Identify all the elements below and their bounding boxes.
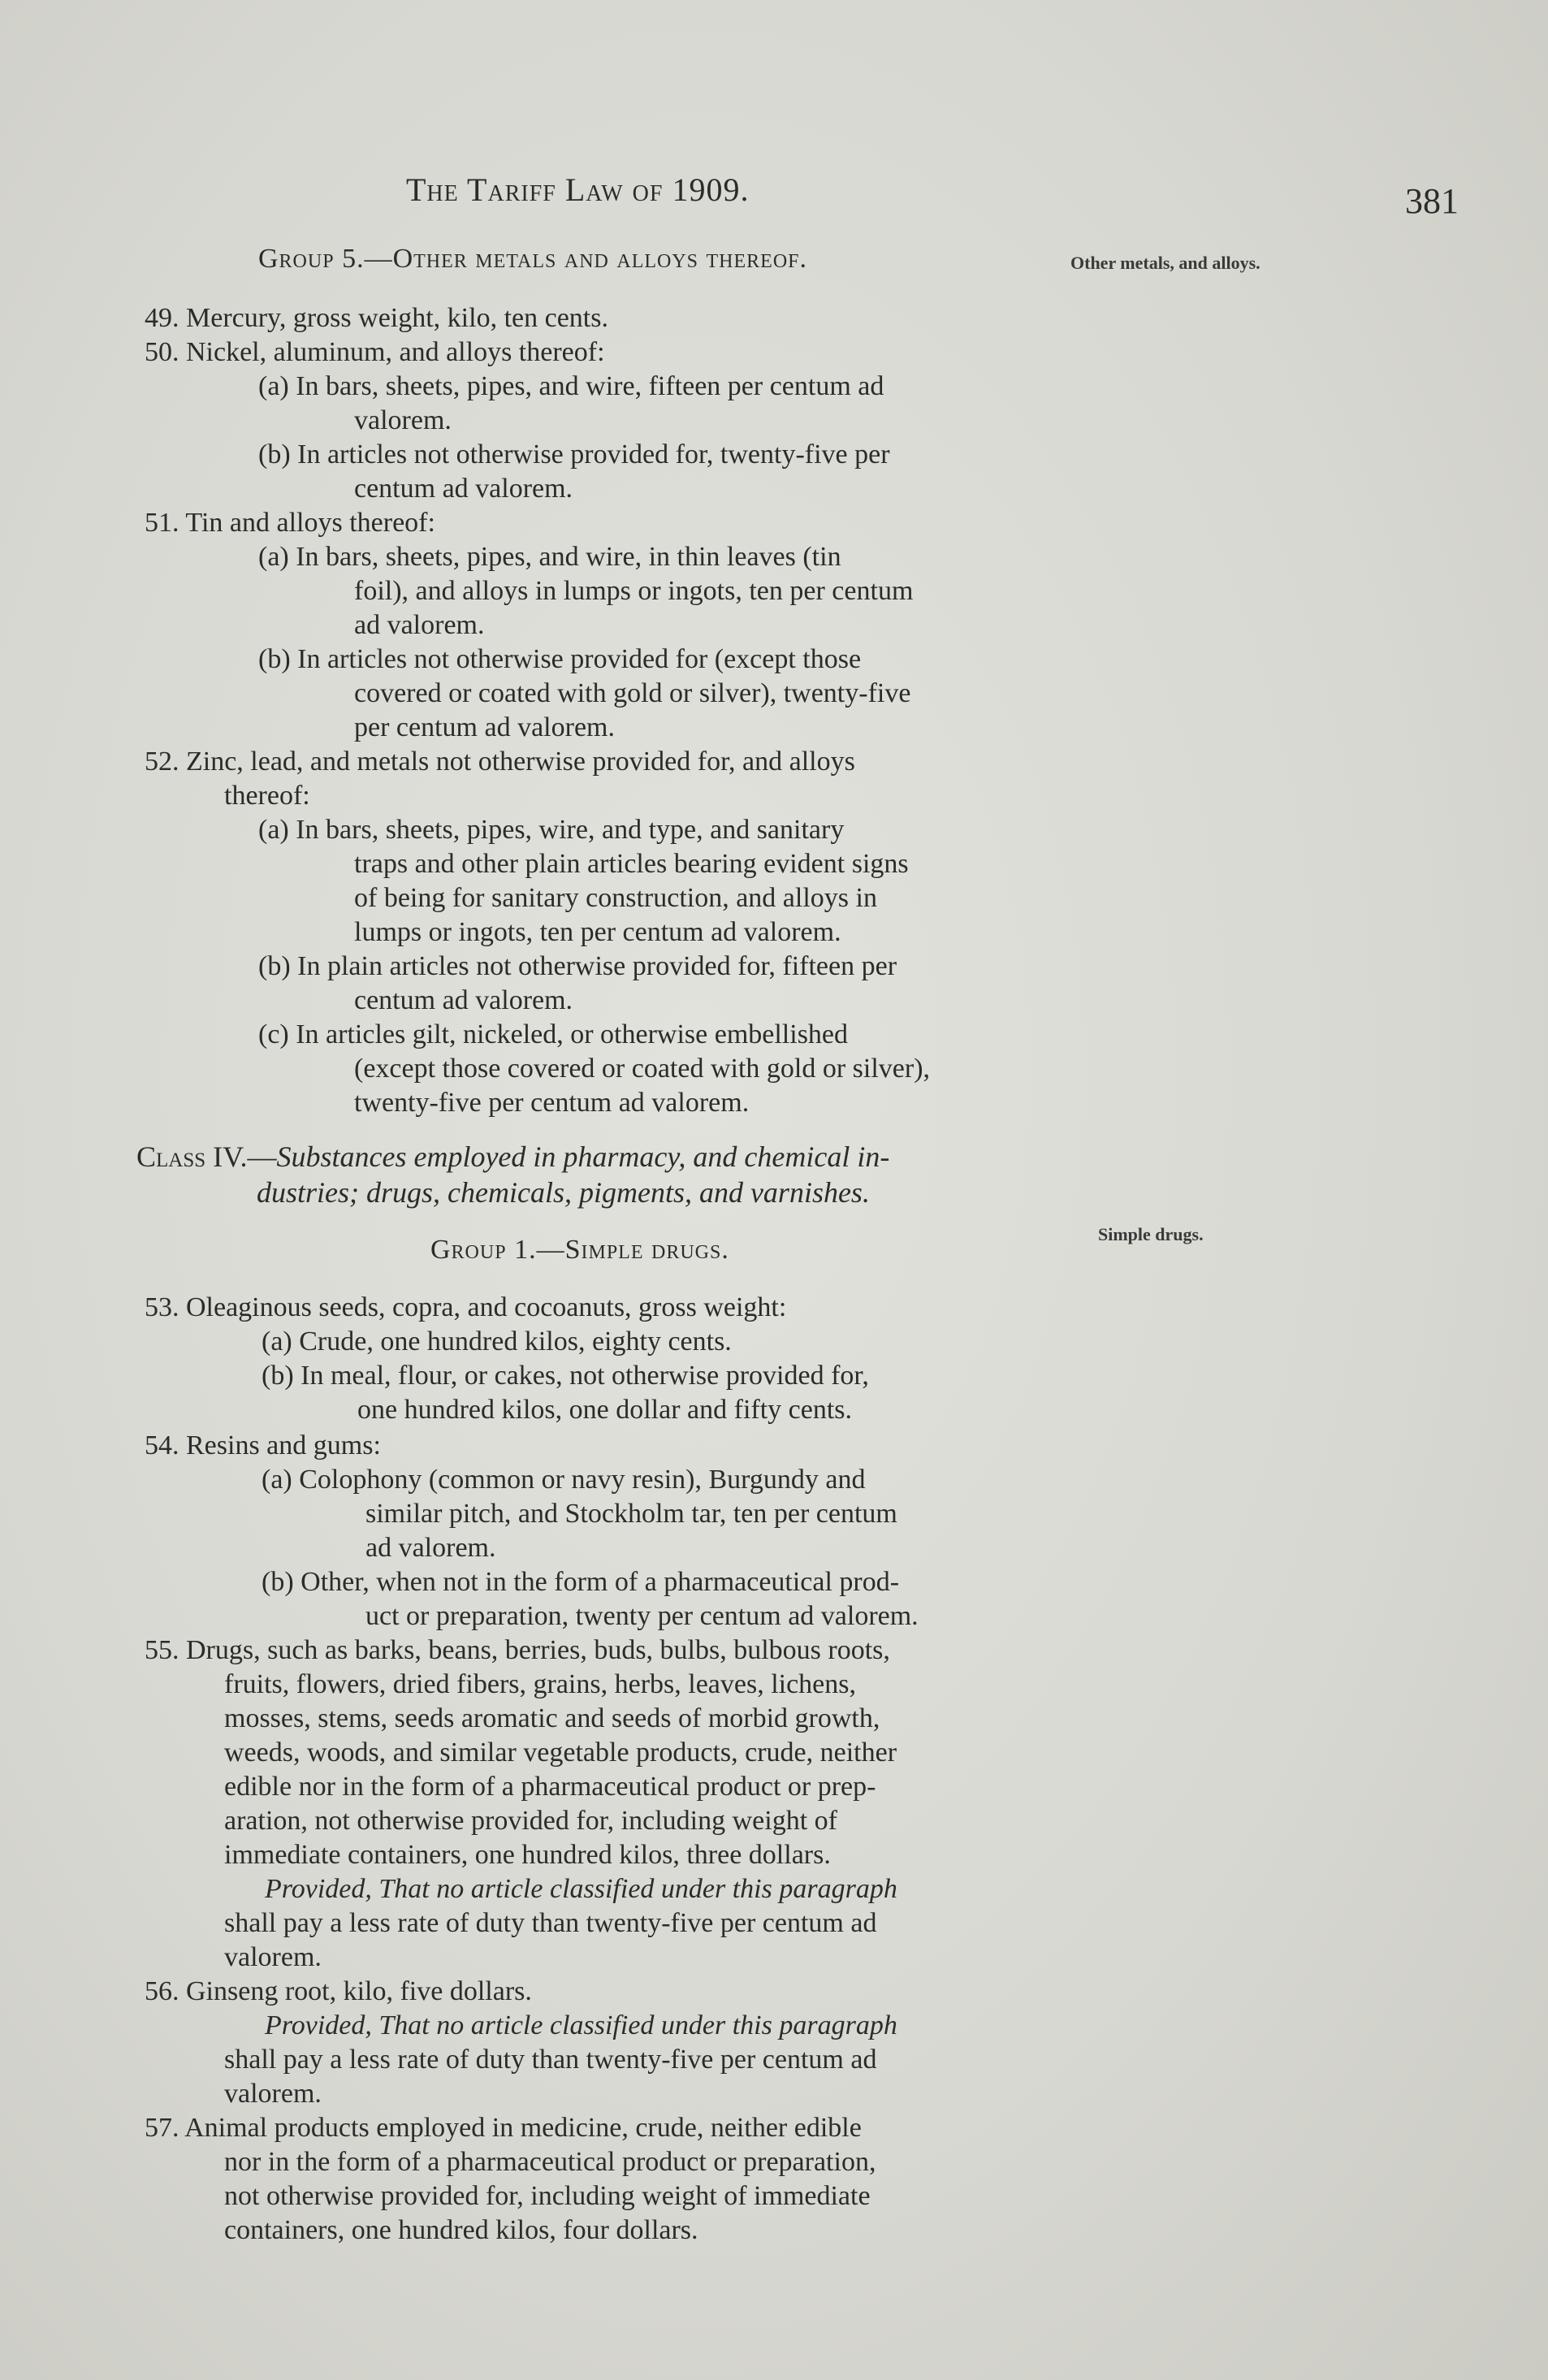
paragraph-55-cont3: weeds, woods, and similar vegetable products, crude, neither <box>224 1737 897 1768</box>
paragraph-50-b-cont: centum ad valorem. <box>354 474 573 504</box>
group-5-heading: Group 5.—Other metals and alloys thereof. <box>258 244 808 274</box>
paragraph-52-c-cont1: (except those covered or coated with gold or silver), <box>354 1054 931 1084</box>
paragraph-52-cont: thereof: <box>224 781 310 811</box>
group-1-heading: Group 1.—Simple drugs. <box>430 1235 729 1265</box>
paragraph-53: 53. Oleaginous seeds, copra, and cocoanuts, gross weight: <box>145 1292 787 1322</box>
paragraph-55-proviso: Provided, That no article classified under this paragraph <box>265 1874 897 1904</box>
paragraph-52-b: (b) In plain articles not otherwise provided for, fifteen per <box>258 951 897 981</box>
paragraph-52-a-cont2: of being for sanitary construction, and alloys in <box>354 883 877 913</box>
paragraph-56-proviso-cont2: valorem. <box>224 2079 322 2109</box>
paragraph-53-b: (b) In meal, flour, or cakes, not otherwise provided for, <box>262 1361 869 1391</box>
paragraph-52-b-cont: centum ad valorem. <box>354 985 573 1015</box>
paragraph-51-b: (b) In articles not otherwise provided for (except those <box>258 644 862 674</box>
paragraph-54-a: (a) Colophony (common or navy resin), Burgundy and <box>262 1465 866 1495</box>
paragraph-52-a-cont1: traps and other plain articles bearing evident signs <box>354 849 909 879</box>
paragraph-51-a-cont1: foil), and alloys in lumps or ingots, ten per centum <box>354 576 914 606</box>
paragraph-54-b: (b) Other, when not in the form of a pharmaceutical prod- <box>262 1567 900 1597</box>
paragraph-56-proviso-cont1: shall pay a less rate of duty than twenty-five per centum ad <box>224 2045 877 2075</box>
paragraph-50-b: (b) In articles not otherwise provided for, twenty-five per <box>258 439 890 470</box>
paragraph-55-proviso-cont1: shall pay a less rate of duty than twenty-five per centum ad <box>224 1908 877 1938</box>
paragraph-51-b-cont2: per centum ad valorem. <box>354 712 615 742</box>
paragraph-54-b-cont: uct or preparation, twenty per centum ad valorem. <box>365 1601 919 1631</box>
paragraph-56-proviso: Provided, That no article classified under this paragraph <box>265 2010 897 2040</box>
paragraph-55-cont6: immediate containers, one hundred kilos, three dollars. <box>224 1840 831 1870</box>
paragraph-52-c-cont2: twenty-five per centum ad valorem. <box>354 1088 750 1118</box>
paragraph-52-a: (a) In bars, sheets, pipes, wire, and type, and sanitary <box>258 815 845 845</box>
paragraph-56: 56. Ginseng root, kilo, five dollars. <box>145 1976 532 2006</box>
paragraph-52-c: (c) In articles gilt, nickeled, or otherwise embellished <box>258 1019 849 1049</box>
paragraph-49: 49. Mercury, gross weight, kilo, ten cents. <box>145 303 608 333</box>
class-iv-prefix: Class IV.— <box>136 1140 277 1173</box>
paragraph-55-cont5: aration, not otherwise provided for, including weight of <box>224 1806 837 1836</box>
paragraph-51: 51. Tin and alloys thereof: <box>145 508 435 538</box>
class-iv-subtitle-1: Substances employed in pharmacy, and chemical in- <box>276 1140 890 1173</box>
running-head: The Tariff Law of 1909. <box>406 171 750 208</box>
paragraph-51-b-cont1: covered or coated with gold or silver), twenty-five <box>354 678 911 708</box>
margin-note-simple-drugs: Simple drugs. <box>1098 1224 1204 1244</box>
paragraph-57-cont3: containers, one hundred kilos, four dollars. <box>224 2215 698 2245</box>
paragraph-50-a-cont: valorem. <box>354 405 452 435</box>
paragraph-51-a: (a) In bars, sheets, pipes, and wire, in thin leaves (tin <box>258 542 841 572</box>
class-iv-title-line2 <box>257 1175 870 1210</box>
paragraph-57-cont1: nor in the form of a pharmaceutical product or preparation, <box>224 2147 876 2177</box>
paragraph-50: 50. Nickel, aluminum, and alloys thereof: <box>145 337 605 367</box>
paragraph-52-a-cont3: lumps or ingots, ten per centum ad valorem. <box>354 917 841 947</box>
page-number: 381 <box>1405 181 1459 221</box>
paragraph-54-a-cont2: ad valorem. <box>365 1533 496 1563</box>
paragraph-55-cont2: mosses, stems, seeds aromatic and seeds of morbid growth, <box>224 1703 880 1733</box>
paragraph-50-a: (a) In bars, sheets, pipes, and wire, fifteen per centum ad <box>258 371 884 401</box>
paragraph-55: 55. Drugs, such as barks, beans, berries, buds, bulbs, bulbous roots, <box>145 1635 890 1665</box>
paragraph-53-a: (a) Crude, one hundred kilos, eighty cents. <box>262 1326 732 1357</box>
paragraph-54: 54. Resins and gums: <box>145 1430 381 1460</box>
margin-note-other-metals: Other metals, and alloys. <box>1070 253 1260 273</box>
class-iv-subtitle-2: dustries; drugs, chemicals, pigments, and varnishes. <box>257 1176 870 1209</box>
paragraph-57-cont2: not otherwise provided for, including weight of immediate <box>224 2181 871 2211</box>
paragraph-55-cont4: edible nor in the form of a pharmaceutical product or prep- <box>224 1772 876 1802</box>
paragraph-57: 57. Animal products employed in medicine, crude, neither edible <box>145 2113 862 2143</box>
paragraph-55-cont1: fruits, flowers, dried fibers, grains, herbs, leaves, lichens, <box>224 1669 856 1699</box>
paragraph-53-b-cont: one hundred kilos, one dollar and fifty cents. <box>357 1395 853 1425</box>
paragraph-55-proviso-cont2: valorem. <box>224 1942 322 1972</box>
paragraph-51-a-cont2: ad valorem. <box>354 610 485 640</box>
class-iv-title-line1 <box>136 1139 889 1175</box>
paragraph-54-a-cont1: similar pitch, and Stockholm tar, ten per centum <box>365 1499 897 1529</box>
paragraph-52: 52. Zinc, lead, and metals not otherwise provided for, and alloys <box>145 746 855 777</box>
